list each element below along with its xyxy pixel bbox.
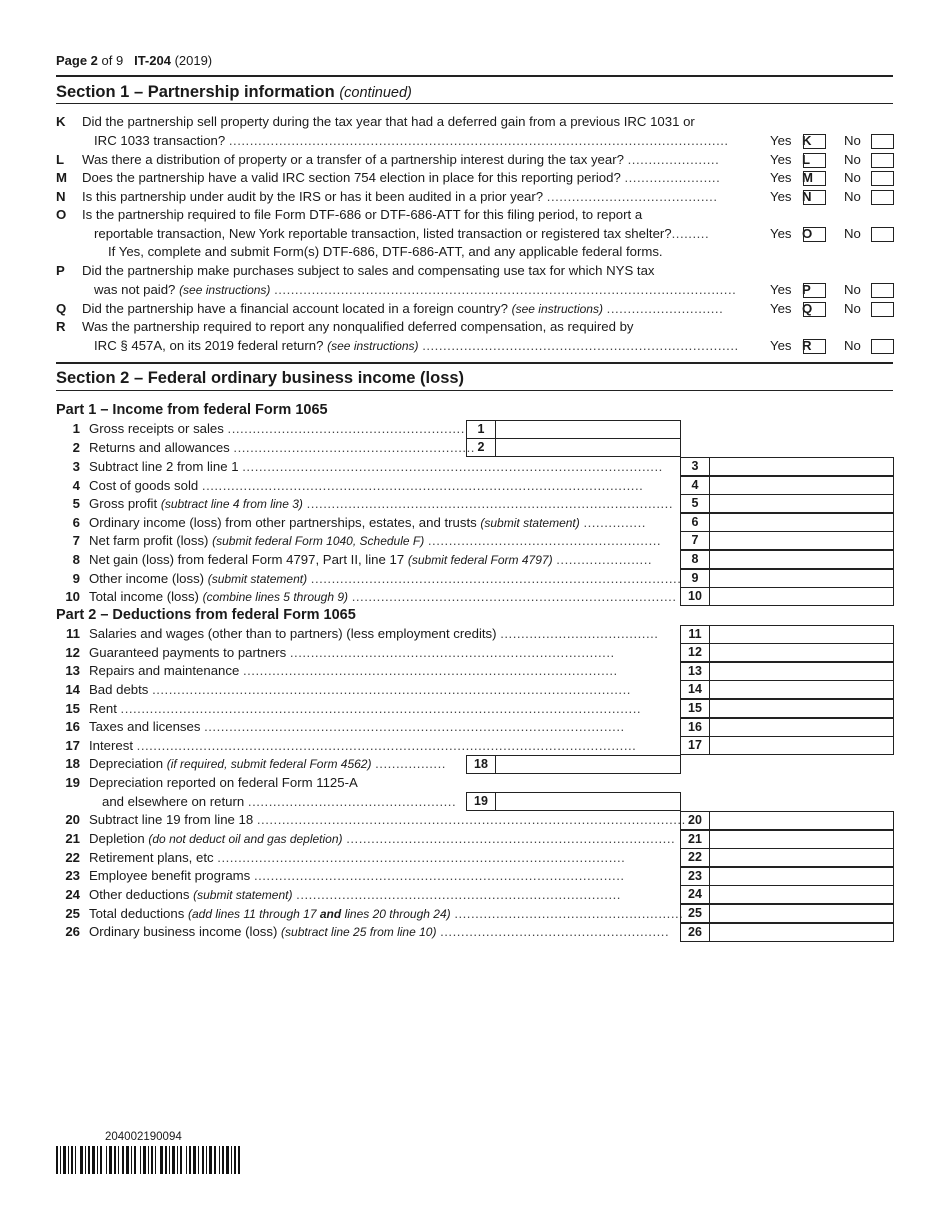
line-3-field[interactable]: 3 bbox=[680, 457, 894, 476]
line-20-field[interactable]: 20 bbox=[680, 811, 894, 830]
n-yes-checkbox[interactable] bbox=[803, 190, 826, 205]
line-6-field[interactable]: 6 bbox=[680, 513, 894, 532]
question-p: P Did the partnership make purchases subject to sales and compensating use tax for which NYS tax bbox=[56, 263, 655, 278]
question-k: K Did the partnership sell property during the tax year that had a deferred gain from a previous IRC 1031 or bbox=[56, 114, 695, 129]
section1-rule bbox=[56, 103, 893, 104]
line-7-field[interactable]: 7 bbox=[680, 531, 894, 550]
k-yes-checkbox[interactable] bbox=[803, 134, 826, 149]
n-no-checkbox[interactable] bbox=[871, 190, 894, 205]
o-no-checkbox[interactable] bbox=[871, 227, 894, 242]
m-yes-checkbox[interactable] bbox=[803, 171, 826, 186]
page-header bbox=[56, 53, 212, 68]
line-8-field[interactable]: 8 bbox=[680, 550, 894, 569]
line-9-field[interactable]: 9 bbox=[680, 569, 894, 588]
question-k-answer-row: IRC 1033 transaction? ........................................................................................................................ K Yes No bbox=[56, 132, 896, 150]
barcode bbox=[56, 1146, 240, 1174]
line-16-field[interactable]: 16 bbox=[680, 718, 894, 737]
r-yes-checkbox[interactable] bbox=[803, 339, 826, 354]
header-rule bbox=[56, 75, 893, 77]
m-no-checkbox[interactable] bbox=[871, 171, 894, 186]
question-r-answer-row: IRC § 457A, on its 2019 federal return? (see instructions) ............................................................................ R Yes No bbox=[56, 337, 896, 355]
o-yes-checkbox[interactable] bbox=[803, 227, 826, 242]
line-22-field[interactable]: 22 bbox=[680, 848, 894, 867]
question-r: R Was the partnership required to report any nonqualified deferred compensation, as required by bbox=[56, 319, 634, 334]
line-4-field[interactable]: 4 bbox=[680, 476, 894, 495]
form-year: (2019) bbox=[174, 53, 213, 68]
line-21-field[interactable]: 21 bbox=[680, 830, 894, 849]
q-no-checkbox[interactable] bbox=[871, 302, 894, 317]
question-p-answer-row: was not paid? (see instructions) ............................................................................................................... P Yes No bbox=[56, 281, 896, 299]
question-l: L Was there a distribution of property or a transfer of a partnership interest during the tax year? ...................... L Yes No bbox=[56, 151, 896, 169]
line-14-field[interactable]: 14 bbox=[680, 680, 894, 699]
part2-title: Part 2 – Deductions from federal Form 1065 bbox=[56, 607, 356, 623]
question-o-answer-row: reportable transaction, New York reportable transaction, listed transaction or registered tax shelter?......... O Yes No bbox=[56, 225, 896, 243]
r-no-checkbox[interactable] bbox=[871, 339, 894, 354]
question-n: N Is this partnership under audit by the IRS or has it been audited in a prior year? ......................................... N Yes No bbox=[56, 188, 896, 206]
line-11-field[interactable]: 11 bbox=[680, 625, 894, 644]
p-no-checkbox[interactable] bbox=[871, 283, 894, 298]
question-o-note: If Yes, complete and submit Form(s) DTF-686, DTF-686-ATT, and any applicable federal forms. bbox=[108, 244, 663, 259]
section2-rule bbox=[56, 390, 893, 391]
q-yes-checkbox[interactable] bbox=[803, 302, 826, 317]
line-1-field[interactable]: 1 bbox=[466, 420, 681, 439]
section1-title: Section 1 – Partnership information (continued) bbox=[56, 83, 412, 101]
line-18-field[interactable]: 18 bbox=[466, 755, 681, 774]
section2-title: Section 2 – Federal ordinary business income (loss) bbox=[56, 369, 465, 387]
line-12-field[interactable]: 12 bbox=[680, 643, 894, 662]
part1-title: Part 1 – Income from federal Form 1065 bbox=[56, 402, 328, 418]
line-10-field[interactable]: 10 bbox=[680, 587, 894, 606]
l-no-checkbox[interactable] bbox=[871, 153, 894, 168]
line-19-field[interactable]: 19 bbox=[466, 792, 681, 811]
p-yes-checkbox[interactable] bbox=[803, 283, 826, 298]
question-m: M Does the partnership have a valid IRC section 754 election in place for this reporting period? ....................... M Yes No bbox=[56, 169, 896, 187]
line-5-field[interactable]: 5 bbox=[680, 494, 894, 513]
question-o: O Is the partnership required to file Form DTF-686 or DTF-686-ATT for this filing period, to report a bbox=[56, 207, 643, 222]
l-yes-checkbox[interactable] bbox=[803, 153, 826, 168]
line-24-field[interactable]: 24 bbox=[680, 885, 894, 904]
question-q: Q Did the partnership have a financial account located in a foreign country? (see instructions) ............................ Q Yes No bbox=[56, 300, 896, 318]
line-23-field[interactable]: 23 bbox=[680, 867, 894, 886]
page-label: Page 2 bbox=[56, 53, 98, 68]
line-25-field[interactable]: 25 bbox=[680, 904, 894, 923]
line-17-field[interactable]: 17 bbox=[680, 736, 894, 755]
form-number: IT-204 bbox=[134, 53, 171, 68]
line-2-field[interactable]: 2 bbox=[466, 438, 681, 457]
barcode-number: 204002190094 bbox=[105, 1131, 182, 1143]
line-13-field[interactable]: 13 bbox=[680, 662, 894, 681]
section2-top-rule bbox=[56, 362, 893, 364]
page-of: of 9 bbox=[101, 53, 124, 68]
line-15-field[interactable]: 15 bbox=[680, 699, 894, 718]
line-26-field[interactable]: 26 bbox=[680, 923, 894, 942]
k-no-checkbox[interactable] bbox=[871, 134, 894, 149]
